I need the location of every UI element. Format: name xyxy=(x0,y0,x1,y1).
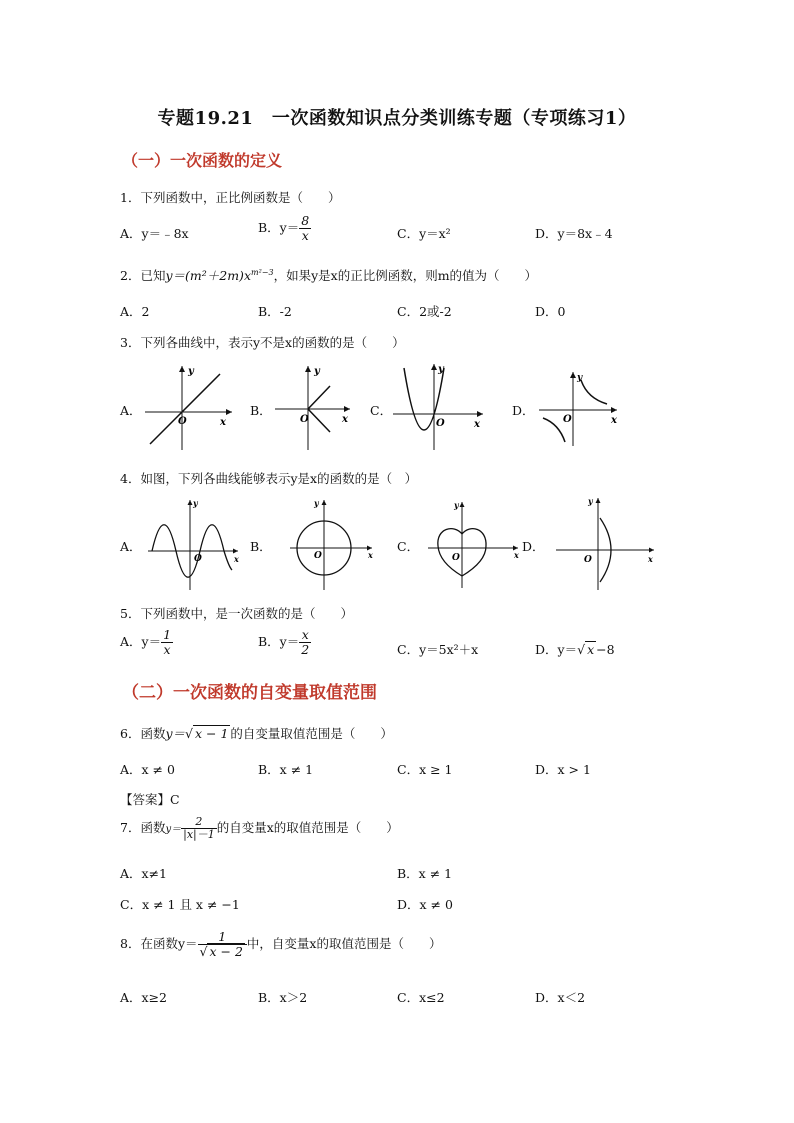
q6-option-d: D．x > 1 xyxy=(535,762,591,777)
axis-label-y: y xyxy=(193,498,198,508)
q7-option-b: B．x ≠ 1 xyxy=(397,866,453,881)
axis-label-y: y xyxy=(188,366,194,377)
question-2-stem: 2．已知$y=(m^2+2m)x^{m^2-3}$，如果y是x的正比例函数，则m的值为（ ） xyxy=(120,267,538,283)
q1-option-d: D．y＝8x﹣4 xyxy=(535,226,613,241)
section-heading-2: （二）一次函数的自变量取值范围 xyxy=(122,683,377,703)
q4-graph-b xyxy=(286,496,382,592)
q5-option-b: B．y＝ $\frac{x}{2}$ xyxy=(258,627,310,657)
axis-label-y: y xyxy=(314,366,320,377)
axis-label-x: x xyxy=(514,550,519,560)
axis-label-y: y xyxy=(577,373,583,383)
q3-label-c: C． xyxy=(370,403,393,418)
q1-option-c: C．y＝x² xyxy=(397,226,451,241)
axis-label-y: y xyxy=(588,496,593,506)
origin-label: O xyxy=(563,414,572,425)
axis-label-x: x xyxy=(611,415,617,426)
axis-label-x: x xyxy=(342,414,348,425)
q4-label-a: A． xyxy=(120,539,142,554)
origin-label: O xyxy=(194,554,202,564)
question-4-stem: 4．如图，下列各曲线能够表示y是x的函数的是（ ） xyxy=(120,471,418,486)
question-5-stem: 5．下列函数中，是一次函数的是（ ） xyxy=(120,606,353,621)
q3-graph-a xyxy=(140,362,240,452)
origin-label: O xyxy=(314,551,322,561)
q3-label-d: D． xyxy=(512,403,535,418)
q1-option-a: A．y＝﹣8x xyxy=(120,226,189,241)
q2-option-b: B．-2 xyxy=(258,304,292,319)
axis-label-y: y xyxy=(438,364,444,375)
q3-graph-c xyxy=(388,362,488,452)
page-title: 专题19.21 一次函数知识点分类训练专题（专项练习1） xyxy=(157,108,637,129)
q6-option-a: A．x ≠ 0 xyxy=(120,762,175,777)
q4-label-d: D． xyxy=(522,539,545,554)
axis-label-x: x xyxy=(368,550,373,560)
axis-label-y: y xyxy=(314,498,319,508)
q2-option-c: C．2或-2 xyxy=(397,304,452,319)
origin-label: O xyxy=(436,418,445,429)
question-6-stem: 6．函数y＝√ x − 1 的自变量取值范围是（ ） xyxy=(120,726,393,741)
origin-label: O xyxy=(452,553,460,563)
q7-option-c: C．x ≠ 1 且 x ≠ −1 xyxy=(120,897,240,912)
axis-label-x: x xyxy=(648,554,653,564)
q3-graph-d xyxy=(535,368,625,448)
q4-label-b: B． xyxy=(250,539,272,554)
q5-option-c: C．y＝5x²＋x xyxy=(397,642,479,657)
q5-option-a: A．y＝ $\frac{1}{x}$ xyxy=(120,627,172,657)
question-7-stem: 7．函数y＝ $\frac{2}{|x|-1}$ 的自变量x的取值范围是（ ） xyxy=(120,815,399,842)
origin-label: O xyxy=(178,416,187,427)
q4-graph-c xyxy=(424,498,524,590)
axis-label-x: x xyxy=(234,554,239,564)
answer-line: 【答案】C xyxy=(120,792,180,807)
axis-label-x: x xyxy=(220,417,226,428)
axis-label-x: x xyxy=(474,419,480,430)
q7-option-d: D．x ≠ 0 xyxy=(397,897,453,912)
origin-label: O xyxy=(300,414,309,425)
q4-graph-a xyxy=(146,496,242,592)
origin-label: O xyxy=(584,555,592,565)
q4-label-c: C． xyxy=(397,539,420,554)
section-heading-1: （一）一次函数的定义 xyxy=(122,151,283,170)
q7-option-a: A．x≠1 xyxy=(120,866,168,881)
q4-graph-d xyxy=(552,494,662,594)
q8-option-b: B．x＞2 xyxy=(258,990,308,1005)
q3-label-a: A． xyxy=(120,403,142,418)
question-1-stem: 1．下列函数中，正比例函数是（ ） xyxy=(120,190,341,205)
q6-option-b: B．x ≠ 1 xyxy=(258,762,314,777)
q8-option-c: C．x≤2 xyxy=(397,990,445,1005)
q3-label-b: B． xyxy=(250,403,272,418)
q8-option-d: D．x＜2 xyxy=(535,990,586,1005)
q3-graph-b xyxy=(270,362,360,452)
q8-option-a: A．x≥2 xyxy=(120,990,168,1005)
q2-option-a: A．2 xyxy=(120,304,150,319)
axis-label-y: y xyxy=(454,500,459,510)
q2-option-d: D．0 xyxy=(535,304,566,319)
q5-option-d: D．y＝√ x −8 xyxy=(535,642,615,657)
q1-option-b: B．y＝ $\frac{8}{x}$ xyxy=(258,213,310,243)
question-8-stem: 8．在函数y＝ $\frac{1}{√ x - 2}$ 中，自变量x的取值范围是（ ） xyxy=(120,929,442,959)
question-3-stem: 3．下列各曲线中，表示y不是x的函数的是（ ） xyxy=(120,335,405,350)
q6-option-c: C．x ≥ 1 xyxy=(397,762,453,777)
